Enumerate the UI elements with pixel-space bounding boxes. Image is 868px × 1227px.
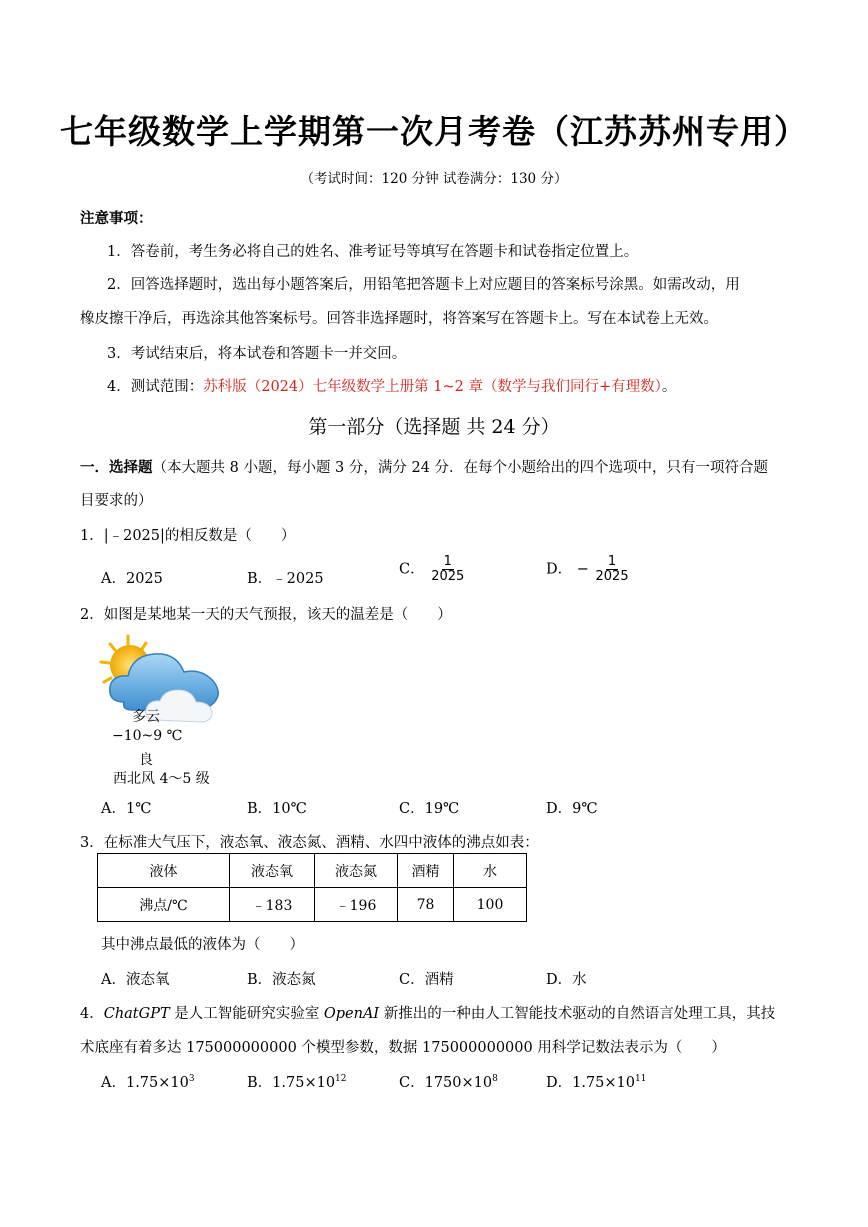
q3-stem: 3．在标准大气压下，液态氧、液态氮、酒精、水四中液体的沸点如表： [80, 835, 539, 851]
q4-number: 4． [80, 1006, 104, 1022]
q1-option-a: A．2025 [101, 571, 163, 587]
table-header-cell: 液体 [98, 854, 230, 888]
notice-item-4 [107, 375, 676, 396]
q1-option-d-fraction [594, 555, 631, 584]
q4-option-a [101, 1071, 195, 1092]
q4-text-1: 是人工智能研究实验室 [169, 1006, 324, 1022]
part-desc-cont: 目要求的） [80, 493, 153, 509]
table-cell: 78 [398, 888, 454, 922]
q3-option-d: D．水 [546, 972, 587, 988]
section-title: 第一部分（选择题 共 24 分） [308, 416, 560, 438]
weather-icon [98, 632, 224, 727]
notice-item-2: 2．回答选择题时，选出每小题答案后，用铅笔把答题卡上对应题目的答案标号涂黑。如需改动，用 [107, 277, 740, 293]
table-cell: ﹣196 [315, 888, 398, 922]
notice-item-1: 1．答卷前，考生务必将自己的姓名、准考证号等填写在答题卡和试卷指定位置上。 [107, 244, 639, 260]
q2-option-b: B．10℃ [247, 801, 307, 817]
option-exponent: 3 [188, 1074, 195, 1084]
q1-option-c-fraction [429, 555, 466, 584]
q3-follow: 其中沸点最低的液体为（ ） [101, 937, 304, 953]
fraction-denominator: 2025 [595, 569, 629, 584]
table-header-cell: 液态氮 [315, 854, 398, 888]
q2-option-c: C．19℃ [399, 801, 460, 817]
air-quality: 良 [139, 752, 153, 768]
part-intro [80, 456, 768, 477]
q2-option-a: A．1℃ [101, 801, 152, 817]
boiling-point-table [97, 853, 527, 922]
q2-stem: 2．如图是某地某一天的天气预报，该天的温差是（ ） [80, 607, 452, 623]
table-header-cell: 液态氧 [230, 854, 315, 888]
table-cell: ﹣183 [230, 888, 315, 922]
fraction-numerator: 1 [607, 554, 617, 569]
openai-term: OpenAI [323, 1006, 380, 1022]
part-label: 一．选择题 [80, 460, 153, 476]
notice-item-2-cont: 橡皮擦干净后，再选涂其他答案标号。回答非选择题时，将答案写在答题卡上。写在本试卷上无效。 [80, 311, 718, 327]
q1-option-c-label: C． [399, 561, 425, 578]
q4-option-b [247, 1071, 347, 1092]
notice-item-4-suffix: 。 [661, 379, 677, 395]
notice-heading: 注意事项： [80, 211, 153, 227]
q1-option-d [546, 555, 631, 584]
minus-sign: − [576, 561, 589, 578]
q3-option-b: B．液态氮 [247, 972, 316, 988]
option-base: C．1750×10 [399, 1075, 493, 1091]
option-base: A．1.75×10 [101, 1075, 189, 1091]
notice-item-4-prefix: 4．测试范围： [107, 379, 204, 395]
option-exponent: 12 [335, 1074, 347, 1084]
q3-option-a: A．液态氧 [101, 972, 170, 988]
option-base: B．1.75×10 [247, 1075, 336, 1091]
wind-info: 西北风 4～5 级 [113, 771, 210, 787]
fraction-denominator: 2025 [431, 569, 465, 584]
weather-temperature: −10~9 ℃ [112, 728, 183, 744]
q4-stem-cont: 术底座有着多达 175000000000 个模型参数，数据 175000000000 用科学记数法表示为（ ） [80, 1040, 726, 1056]
q4-stem [80, 1002, 775, 1023]
q4-text-2: 新推出的一种由人工智能技术驱动的自然语言处理工具，其技 [379, 1006, 776, 1022]
exam-info: （考试时间：120 分钟 试卷满分：130 分） [300, 171, 568, 187]
chatgpt-term: ChatGPT [103, 1006, 170, 1022]
table-cell: 沸点/℃ [98, 888, 230, 922]
table-header-cell: 酒精 [398, 854, 454, 888]
table-header-cell: 水 [454, 854, 527, 888]
option-exponent: 8 [492, 1074, 498, 1084]
q1-option-c [399, 555, 466, 584]
q2-option-d: D．9℃ [546, 801, 598, 817]
part-desc: （本大题共 8 小题，每小题 3 分，满分 24 分．在每个小题给出的四个选项中，只有一项符合题 [152, 460, 769, 476]
q1-option-d-label: D． [546, 561, 573, 578]
q1-stem: 1．|﹣2025|的相反数是（ ） [80, 528, 296, 544]
table-row [98, 888, 527, 922]
page-title: 七年级数学上学期第一次月考卷（江苏苏州专用） [60, 112, 808, 151]
test-range: 苏科版（2024）七年级数学上册第 1~2 章（数学与我们同行+有理数） [203, 379, 662, 395]
q4-option-d [546, 1071, 646, 1092]
table-header-row [98, 854, 527, 888]
q1-option-b: B．﹣2025 [247, 571, 324, 587]
option-exponent: 11 [635, 1074, 647, 1084]
table-cell: 100 [454, 888, 527, 922]
weather-condition: 多云 [132, 709, 160, 725]
option-base: D．1.75×10 [546, 1075, 636, 1091]
fraction-numerator: 1 [443, 554, 452, 569]
q4-option-c [399, 1071, 498, 1092]
q3-option-c: C．酒精 [399, 972, 454, 988]
notice-item-3: 3．考试结束后，将本试卷和答题卡一并交回。 [107, 346, 407, 362]
